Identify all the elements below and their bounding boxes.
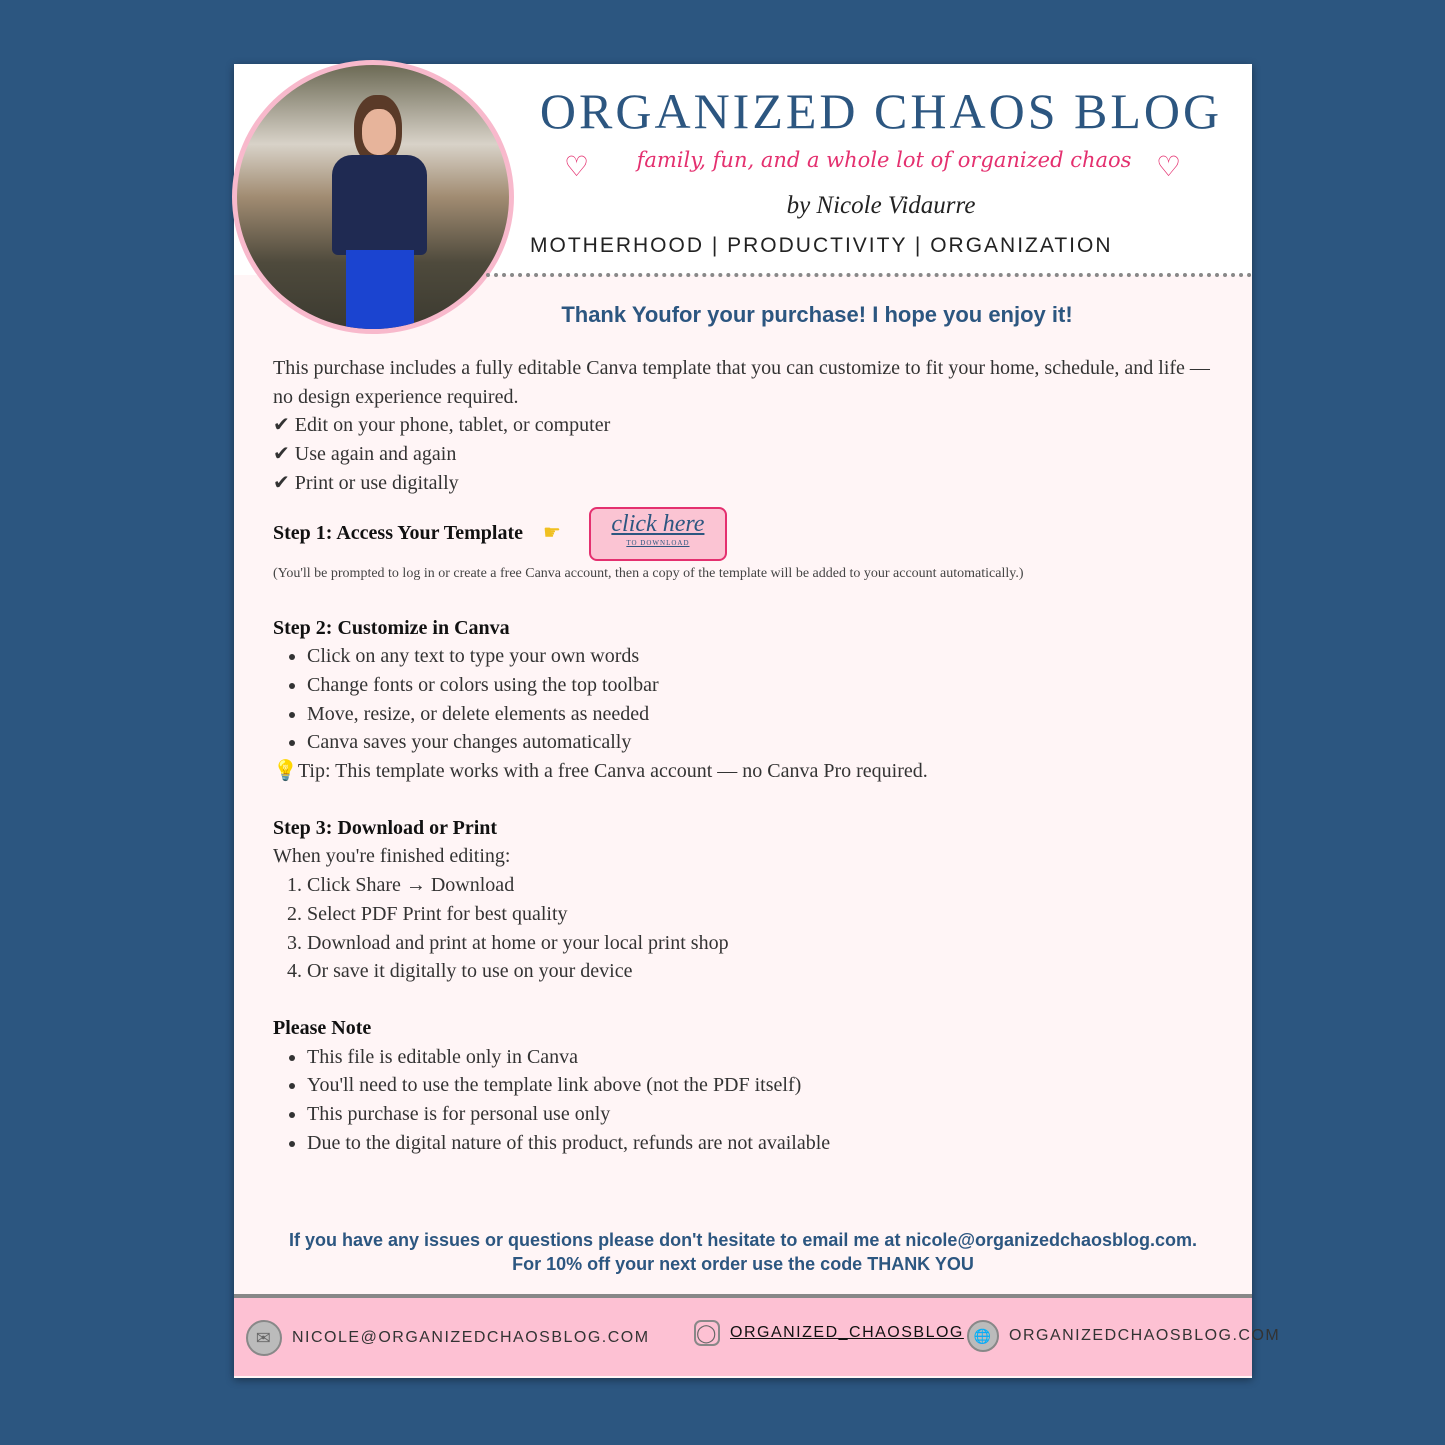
pointing-hand-icon: ☛ [543,522,561,545]
instagram-icon: ◯ [694,1320,720,1346]
tip [273,757,1213,786]
check-text: Print or use digitally [294,471,459,494]
list-item: 4. Or save it digitally to use on your device [307,957,1213,986]
button-label: click here [611,510,705,537]
footer [234,1298,1281,1376]
dotted-divider [486,273,1252,277]
check-item [273,469,1213,498]
note-list [307,1043,1213,1158]
step2-list [307,642,1213,757]
footer-email[interactable] [246,1320,650,1356]
website-text: ORGANIZEDCHAOSBLOG.COM [1009,1327,1281,1344]
footer-website[interactable] [967,1320,1280,1352]
header [234,64,1252,275]
heart-icon: ♡ [1156,152,1182,183]
tagline: family, fun, and a whole lot of organized chaos [636,148,1132,172]
list-item: • Change fonts or colors using the top toolbar [307,671,1213,700]
instagram-link[interactable]: ORGANIZED_CHAOSBLOG [730,1324,964,1341]
list-item: • This purchase is for personal use only [307,1100,1213,1129]
contact-email-line: If you have any issues or questions please don't hesitate to email me at nicole@organizedchaosblog.com. [288,1230,1198,1250]
thank-you-heading: Thank Youfor your purchase! I hope you enjoy it! [561,302,1073,327]
button-sublabel: TO DOWNLOAD [626,538,690,547]
purchase-document [234,64,1281,1378]
byline: by Nicole Vidaurre [786,192,976,219]
check-icon: ✔ [273,414,290,437]
note-heading: Please Note [273,1016,372,1039]
categories: MOTHERHOOD | PRODUCTIVITY | ORGANIZATION [530,234,1113,257]
download-template-button[interactable] [589,507,727,561]
step3-heading: Step 3: Download or Print [273,816,498,839]
step3-intro: When you're finished editing: [273,845,511,868]
tip-text: Tip: This template works with a free Canva account — no Canva Pro required. [297,760,928,783]
check-icon: ✔ [273,443,290,466]
author-photo [232,60,514,334]
step2-heading: Step 2: Customize in Canva [273,616,510,639]
content [273,354,1213,1157]
footer-instagram[interactable] [694,1320,964,1346]
list-item: • Canva saves your changes automatically [307,728,1213,757]
envelope-icon: ✉ [246,1320,282,1356]
list-item: 3. Download and print at home or your local print shop [307,929,1213,958]
step1-heading: Step 1: Access Your Template [273,522,523,545]
check-text: Edit on your phone, tablet, or computer [294,414,611,437]
blog-title: ORGANIZED CHAOS BLOG [539,83,1223,139]
check-text: Use again and again [294,443,457,466]
step3-list [307,871,1213,986]
list-item: • You'll need to use the template link above (not the PDF itself) [307,1071,1213,1100]
list-item: • Click on any text to type your own words [307,642,1213,671]
intro-text: This purchase includes a fully editable Canva template that you can customize to fit your home, schedule, and life — no design experience required. [273,357,1210,408]
lightbulb-icon: 💡 [273,760,298,783]
check-icon: ✔ [273,471,290,494]
list-item: • This file is editable only in Canva [307,1043,1213,1072]
check-item [273,411,1213,440]
list-item: 2. Select PDF Print for best quality [307,900,1213,929]
list-item: • Due to the digital nature of this product, refunds are not available [307,1129,1213,1158]
list-item: 1. Click Share → Download [307,871,1213,900]
heart-icon: ♡ [564,152,590,183]
discount-line: For 10% off your next order use the code THANK YOU [512,1254,974,1274]
step1-row [273,506,1213,562]
globe-icon: 🌐 [967,1320,999,1352]
check-item [273,440,1213,469]
list-item: • Move, resize, or delete elements as needed [307,700,1213,729]
email-text: NICOLE@ORGANIZEDCHAOSBLOG.COM [292,1329,650,1346]
step1-note: (You'll be prompted to log in or create a free Canva account, then a copy of the template will be added to your account automatically.) [273,565,1024,581]
contact-info [234,1228,1252,1276]
author-figure [332,95,427,334]
